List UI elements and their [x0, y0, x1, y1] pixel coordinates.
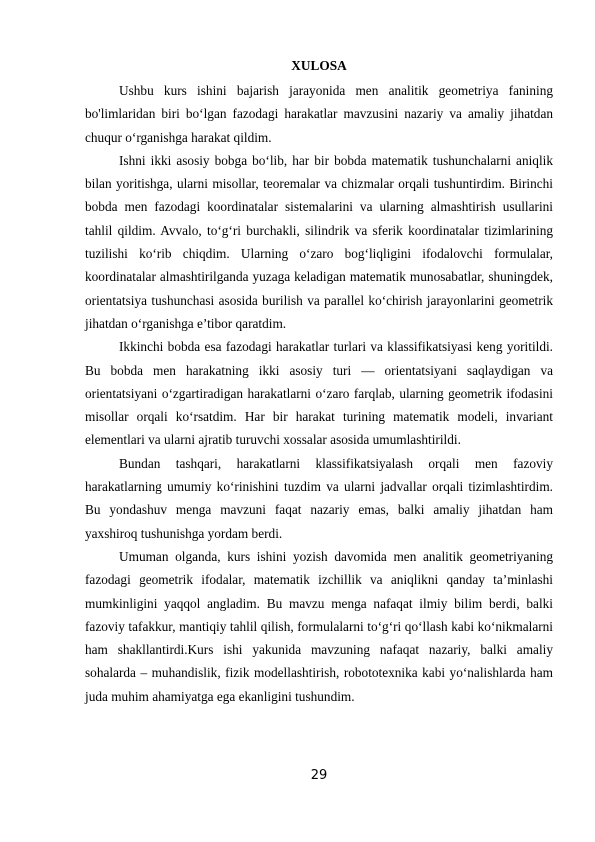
paragraph-5: Umuman olganda, kurs ishini yozish davomida men analitik geometriyaning fazodagi geometrik ifodalar, matematik izchillik va aniqlikni qanday ta’minlashi mumkinligini yaqqol angladim. Bu mavzu menga nafaqat ilmiy bilim berdi, balki fazoviy tafakkur, mantiqiy tahlil qilish, formulalarni to‘g‘ri qo‘llash kabi ko‘nikmalarni ham shakllantirdi.Kurs ishi yakunida mavzuning nafaqat nazariy, balki amaliy sohalarda – muhandislik, fizik modellashtirish, robototexnika kabi yo‘nalishlarda ham juda muhim ahamiyatga ega ekanligini tushundim. [85, 548, 553, 704]
paragraph-4: Bundan tashqari, harakatlarni klassifikatsiyalash orqali men fazoviy harakatlarning umumiy ko‘rinishini tuzdim va ularni jadvallar orqali tizimlashtirdim. Bu yondashuv menga mavzuni faqat nazariy emas, balki amaliy jihatdan ham yaxshiroq tushunishga yordam berdi. [85, 455, 553, 541]
page-number: 29 [310, 768, 328, 783]
paragraph-3: Ikkinchi bobda esa fazodagi harakatlar turlari va klassifikatsiyasi keng yoritildi. Bu bobda men harakatning ikki asosiy turi — orientatsiyani saqlaydigan va orientatsiyani o‘zgartiradigan harakatlarni o‘zaro farqlab, ularning geometrik ifodasini misollar orqali ko‘rsatdim. Har bir harakat turining matematik modeli, invariant elementlari va ularni ajratib turuvchi xossalar asosida umumlashtirildi. [85, 339, 553, 448]
paragraph-1: Ushbu kurs ishini bajarish jarayonida men analitik geometriya fanining bo'limlaridan biri bo‘lgan fazodagi harakatlar mavzusini nazariy va amaliy jihatdan chuqur o‘rganishga harakat qildim. [85, 83, 553, 145]
body-text [85, 79, 553, 708]
page-title: XULOSA [291, 58, 347, 73]
paragraph-2: Ishni ikki asosiy bobga bo‘lib, har bir bobda matematik tushunchalarni aniqlik bilan yoritishga, ularni misollar, teoremalar va chizmalar orqali tushuntirdim. Birinchi bobda men fazodagi koordinatalar sistemalarini va ularning almashtirish usullarini tahlil qildim. Avvalo, to‘g‘ri burchakli, silindrik va sferik koordinatalar tizimlarining tuzilishi ko‘rib chiqdim. Ularning o‘zaro bog‘liqligini ifodalovchi formulalar, koordinatalar almashtirilganda yuzaga keladigan matematik munosabatlar, shuningdek, orientatsiya tushunchasi asosida burilish va parallel ko‘chirish jarayonlarini geometrik jihatdan o‘rganishga e’tibor qaratdim. [85, 152, 553, 331]
